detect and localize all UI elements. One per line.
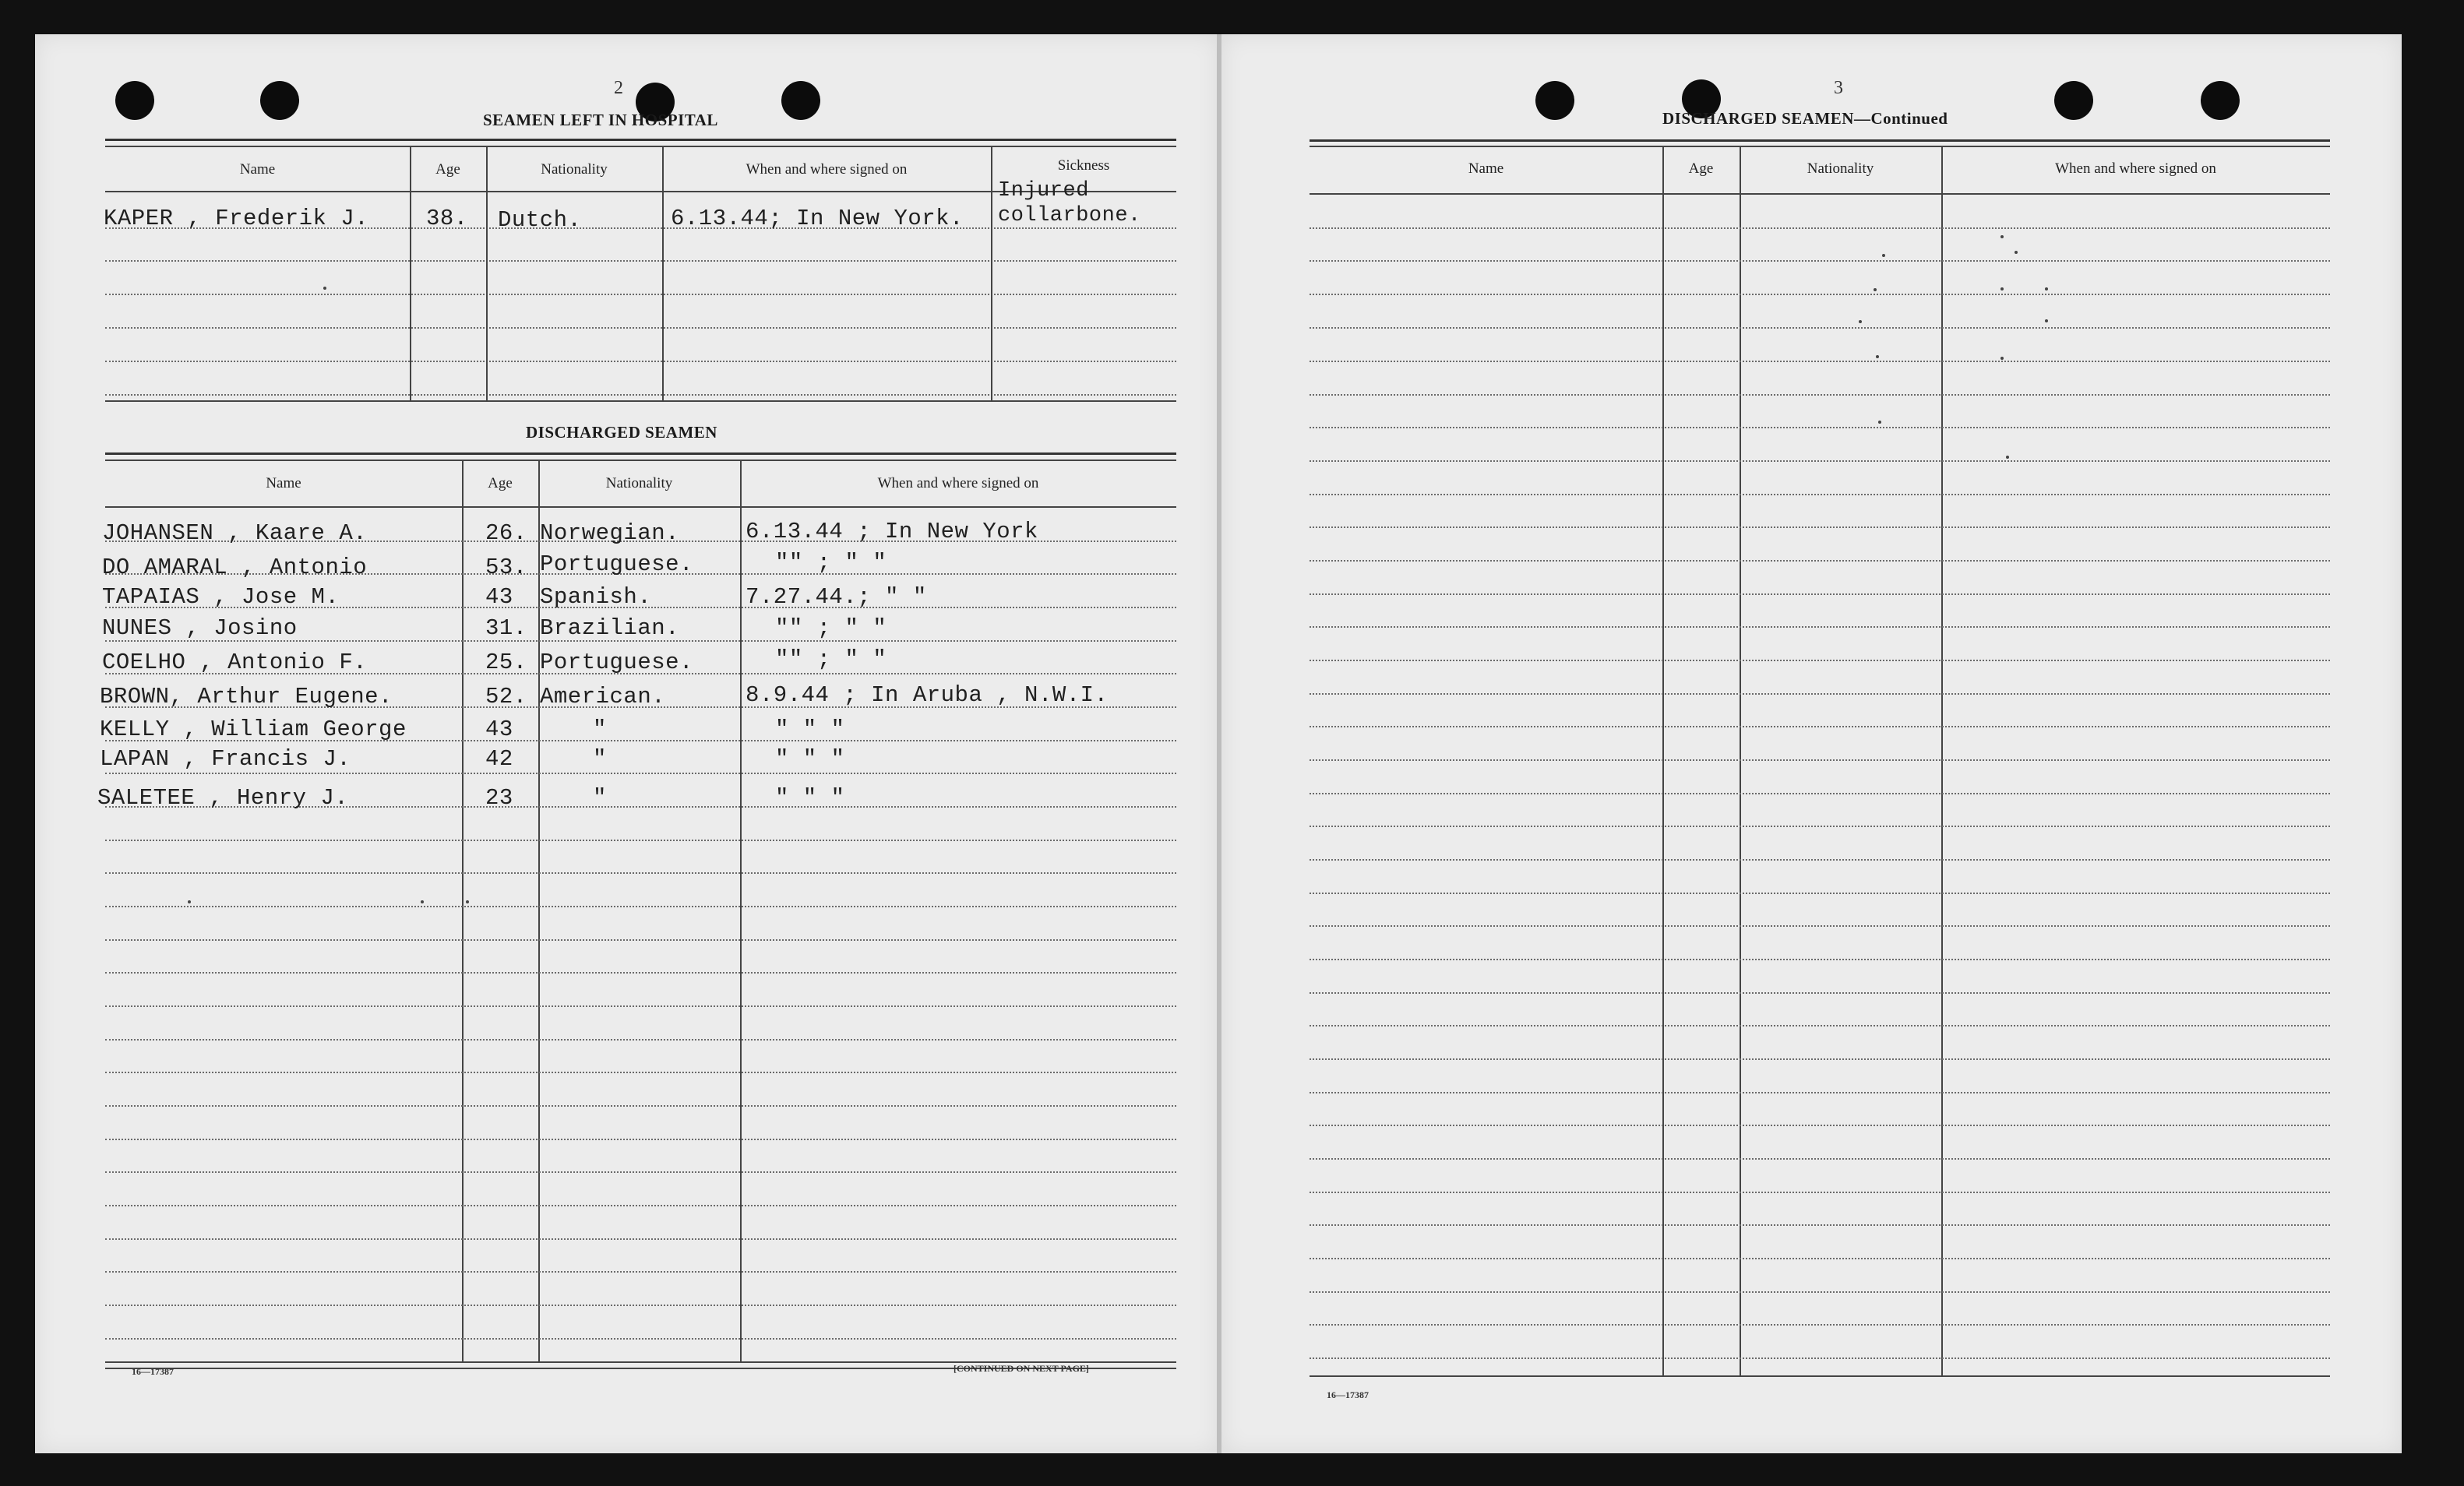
discharged-section-title: DISCHARGED SEAMEN [526, 423, 717, 442]
seaman-nationality: Portuguese. [540, 551, 693, 577]
seaman-signed: "" ; " " [775, 550, 887, 576]
seaman-name: COELHO , Antonio F. [102, 650, 368, 675]
seaman-name: SALETEE , Henry J. [97, 785, 349, 811]
punch-hole [2054, 81, 2093, 120]
hospital-signed: 6.13.44; In New York. [671, 206, 964, 231]
seaman-signed: 7.27.44.; " " [746, 584, 927, 610]
seaman-name: LAPAN , Francis J. [100, 746, 351, 772]
seaman-age: 43 [485, 717, 513, 742]
col-header-signed-on: When and where signed on [877, 475, 1039, 491]
seaman-age: 43 [485, 584, 513, 610]
col-header-name: Name [239, 161, 276, 178]
col-header-signed-on: When and where signed on [746, 161, 908, 178]
title-cont: —Continued [1853, 109, 1948, 128]
seaman-age: 53. [485, 555, 527, 580]
seaman-nationality: " [593, 746, 607, 772]
seaman-nationality: " [593, 785, 607, 811]
col-header-signed-on: When and where signed on [2055, 160, 2216, 177]
seaman-nationality: American. [540, 684, 666, 710]
hospital-sickness: Injured [998, 179, 1089, 202]
seaman-signed: " " " [775, 717, 845, 742]
form-number: 16—17387 [132, 1366, 174, 1377]
seaman-signed: "" ; " " [775, 646, 887, 672]
right-page [1221, 34, 2402, 1453]
col-header-sickness: Sickness [1057, 157, 1110, 174]
seaman-signed: 6.13.44 ; In New York [746, 519, 1038, 544]
col-header-age: Age [488, 475, 513, 491]
punch-hole [115, 81, 154, 120]
discharged-continued-title [1662, 109, 1948, 129]
punch-hole [781, 81, 820, 120]
hospital-age: 38. [426, 206, 468, 231]
seaman-signed: " " " [775, 785, 845, 811]
punch-hole [1535, 81, 1574, 120]
seaman-nationality: Spanish. [540, 584, 652, 610]
punch-hole [260, 81, 299, 120]
seaman-age: 25. [485, 650, 527, 675]
page-number: 3 [1834, 78, 1843, 98]
hospital-sickness: collarbone. [998, 204, 1141, 227]
seaman-name: JOHANSEN , Kaare A. [102, 520, 368, 546]
col-header-nationality: Nationality [541, 161, 608, 178]
col-header-name: Name [266, 475, 301, 491]
seaman-nationality: " [593, 717, 607, 742]
page-number: 2 [614, 78, 623, 98]
seaman-signed: 8.9.44 ; In Aruba , N.W.I. [746, 682, 1109, 708]
seaman-age: 42 [485, 746, 513, 772]
title-main: DISCHARGED SEAMEN [1662, 109, 1854, 128]
seaman-name: NUNES , Josino [102, 615, 298, 641]
seaman-nationality: Portuguese. [540, 650, 693, 675]
seaman-age: 23 [485, 785, 513, 811]
seaman-name: DO AMARAL , Antonio [102, 555, 368, 580]
seaman-signed: "" ; " " [775, 615, 887, 641]
col-header-age: Age [1688, 160, 1714, 177]
hospital-nationality: Dutch. [498, 207, 582, 233]
seaman-nationality: Brazilian. [540, 615, 680, 641]
seaman-age: 26. [485, 520, 527, 546]
form-number: 16—17387 [1327, 1389, 1369, 1400]
seaman-nationality: Norwegian. [540, 520, 680, 546]
seaman-age: 52. [485, 684, 527, 710]
seaman-name: TAPAIAS , Jose M. [102, 584, 340, 610]
seaman-name: BROWN, Arthur Eugene. [100, 684, 393, 710]
hospital-name: KAPER , Frederik J. [104, 206, 369, 231]
hospital-section-title: SEAMEN LEFT IN HOSPITAL [483, 111, 718, 129]
seaman-signed: " " " [775, 746, 845, 772]
continued-note: [CONTINUED ON NEXT PAGE] [954, 1363, 1089, 1374]
punch-hole [2201, 81, 2240, 120]
seaman-age: 31. [485, 615, 527, 641]
col-header-nationality: Nationality [605, 475, 673, 491]
col-header-age: Age [435, 161, 460, 178]
col-header-nationality: Nationality [1807, 160, 1874, 177]
left-page [35, 34, 1219, 1453]
col-header-name: Name [1468, 160, 1504, 177]
seaman-name: KELLY , William George [100, 717, 407, 742]
